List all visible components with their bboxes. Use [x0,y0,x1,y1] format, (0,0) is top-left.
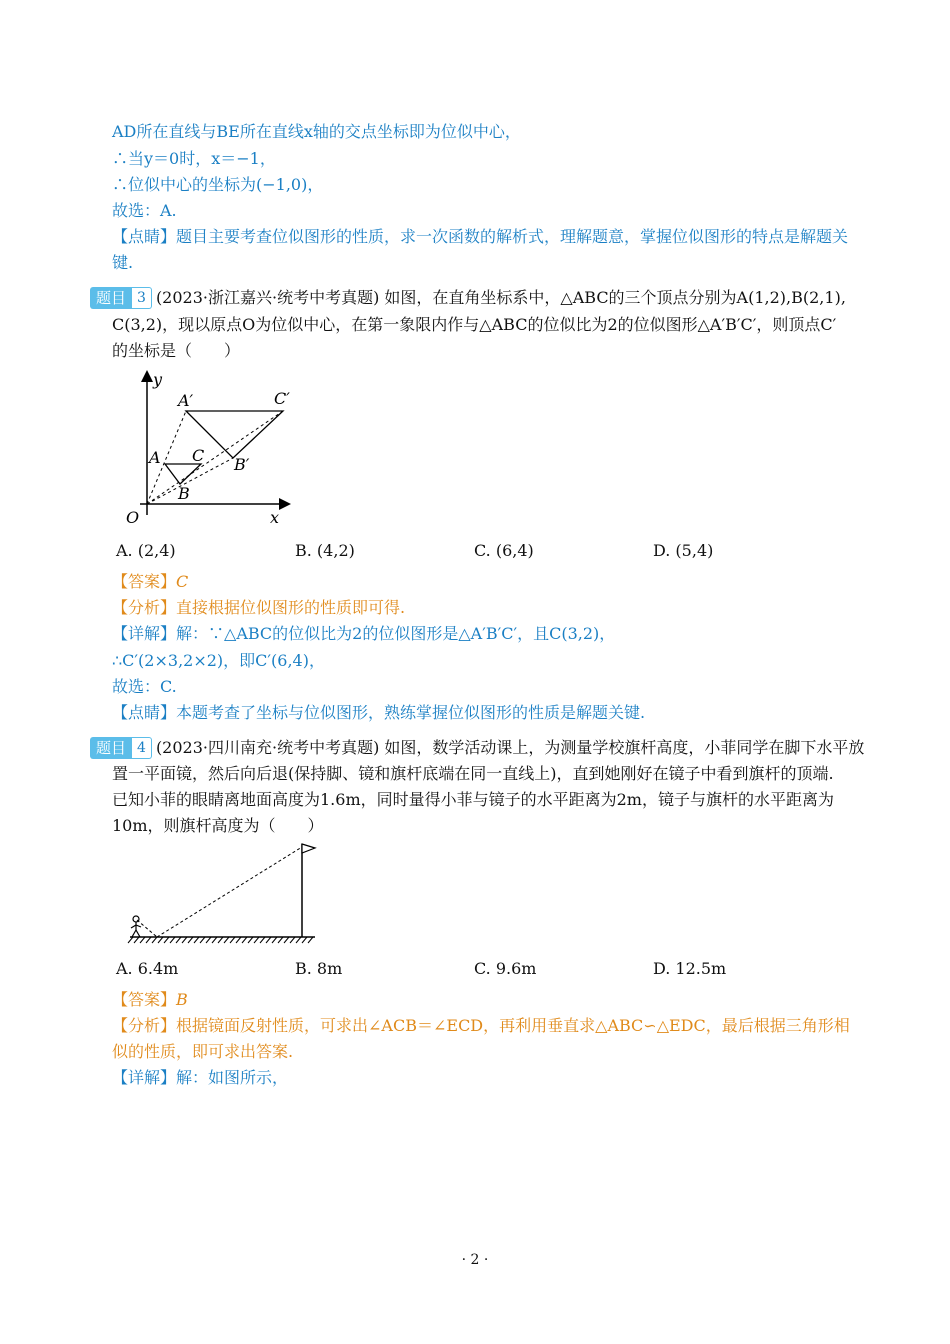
flag-icon [302,844,315,853]
q4-analysis-2: 似的性质，即可求出答案. [112,1042,294,1061]
answer-value: C [176,572,189,591]
prev-comment [112,226,848,248]
dashed-line-oc [147,411,283,504]
question-badge: 题目 [90,737,132,759]
q3-option-c: C. (6,4) [474,541,534,560]
q4-stem-line-4: 10m，则旗杆高度为（ ） [112,816,324,835]
question-number: 3 [132,287,152,309]
ground-hatch [128,937,313,943]
triangle-abc [165,464,201,484]
q3-detail-2: ∴C′(2×3,2×2)，即C′(6,4)， [112,651,325,670]
comment-label: 【点睛】 [112,703,177,722]
sight-line-mirror-to-flag [157,847,302,937]
label-o: O [126,508,140,527]
q4-stem-line-1 [90,737,864,759]
q4-option-c: C. 9.6m [474,959,537,978]
label-y: y [153,370,163,389]
label-b-prime: B′ [234,455,250,474]
prev-comment-cont: 键. [112,253,134,272]
q3-answer [112,571,188,593]
q4-option-b: B. 8m [295,959,343,978]
q3-option-d: D. (5,4) [653,541,714,560]
detail-label: 【详解】 [112,624,177,643]
page-number: · 2 · [461,1252,489,1268]
answer-label: 【答案】 [112,572,177,591]
sight-line-eye-to-mirror [137,920,157,937]
q4-stem-line-2: 置一平面镜，然后向后退(保持脚、镜和旗杆底端在同一直线上)，直到她刚好在镜子中看到旗杆的顶端. [112,764,834,783]
prev-line-2: ∴当y＝0时，x＝−1， [112,149,276,168]
label-a-prime: A′ [178,391,194,410]
prev-line-3: ∴位似中心的坐标为(−1,0)， [112,175,324,194]
comment-text: 题目主要考查位似图形的性质，求一次函数的解析式，理解题意，掌握位似图形的特点是解题关 [176,227,849,246]
analysis-text: 直接根据位似图形的性质即可得. [176,598,406,617]
label-c: C [192,446,205,465]
comment-label: 【点睛】 [112,227,177,246]
prev-line-1: AD所在直线与BE所在直线x轴的交点坐标即为位似中心， [112,122,521,141]
q3-stem-line-2: C(3,2)，现以原点O为位似中心，在第一象限内作与△ABC的位似比为2的位似图形△A′B′C′，则顶点C′ [112,315,837,334]
q4-option-d: D. 12.5m [653,959,727,978]
q3-option-a: A. (2,4) [116,541,176,560]
q3-detail-1 [112,623,615,645]
q3-stem-text: (2023·浙江嘉兴·统考中考真题) 如图，在直角坐标系中，△ABC的三个顶点分别为A(1,2),B(2,1), [155,288,846,307]
q4-option-a: A. 6.4m [116,959,179,978]
question-number: 4 [132,737,152,759]
q3-comment [112,702,645,724]
prev-line-4: 故选：A. [112,201,177,220]
label-x: x [270,508,280,527]
analysis-label: 【分析】 [112,598,177,617]
q4-answer [112,989,188,1011]
question-badge: 题目 [90,287,132,309]
q4-detail-1 [112,1067,288,1089]
person-figure [131,916,141,937]
q3-stem-line-3: 的坐标是（ ） [112,341,241,360]
answer-value: B [176,990,188,1009]
detail-text: 解：∵△ABC的位似比为2的位似图形是△A′B′C′，且C(3,2)， [176,624,616,643]
answer-label: 【答案】 [112,990,177,1009]
detail-text: 解：如图所示， [176,1068,289,1087]
q4-stem-text: (2023·四川南充·统考中考真题) 如图，数学活动课上，为测量学校旗杆高度，小菲同学在脚下水平放 [155,738,865,757]
q3-analysis [112,597,405,619]
label-a: A [149,448,161,467]
analysis-text: 根据镜面反射性质，可求出∠ACB＝∠ECD，再利用垂直求△ABC∽△EDC，最后根据三角形相 [176,1016,850,1035]
q3-stem-line-1 [90,287,846,309]
detail-label: 【详解】 [112,1068,177,1087]
q3-coordinate-figure [120,365,300,530]
q3-option-b: B. (4,2) [295,541,355,560]
label-c-prime: C′ [274,389,290,408]
q4-flagpole-figure [125,838,320,948]
label-b: B [178,484,190,503]
analysis-label: 【分析】 [112,1016,177,1035]
q4-analysis-1 [112,1015,850,1037]
comment-text: 本题考查了坐标与位似图形，熟练掌握位似图形的性质是解题关键. [176,703,646,722]
q3-detail-3: 故选：C. [112,677,177,696]
q4-stem-line-3: 已知小菲的眼睛离地面高度为1.6m，同时量得小菲与镜子的水平距离为2m，镜子与旗杆的水平距离为 [112,790,834,809]
